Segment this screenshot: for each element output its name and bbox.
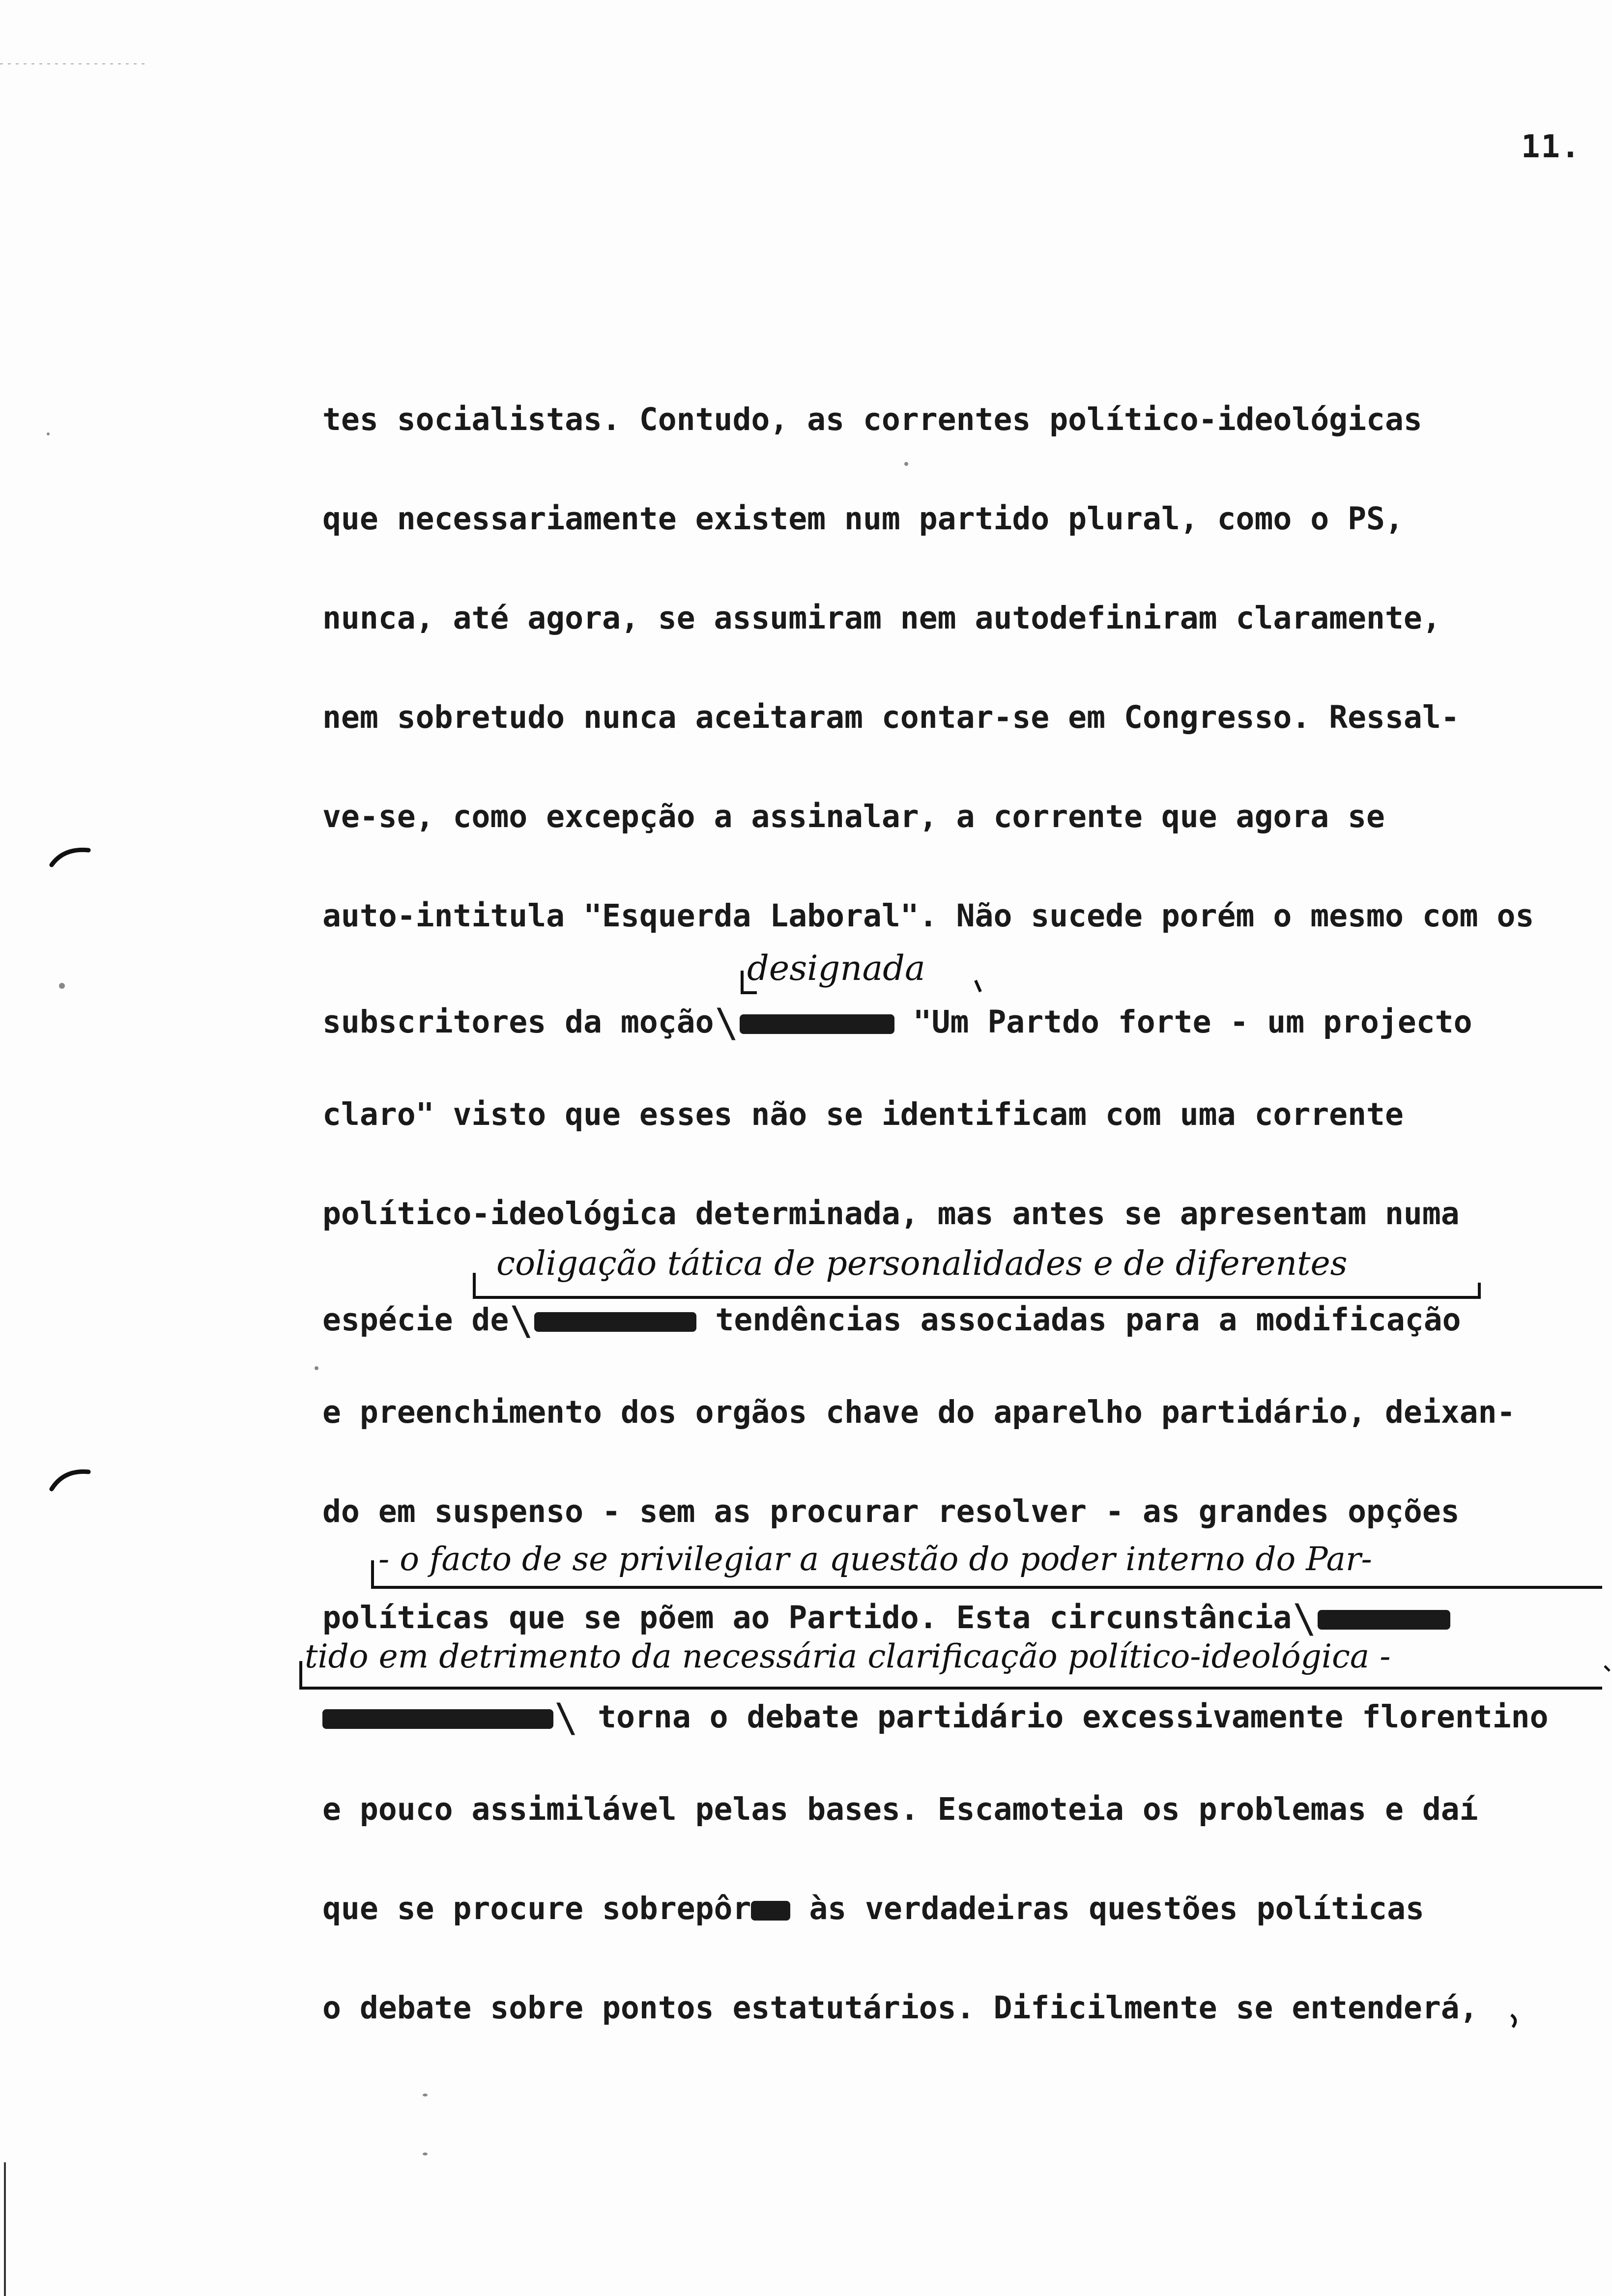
insertion-caret: \ bbox=[510, 1298, 534, 1344]
text-line-7 bbox=[322, 1000, 1472, 1046]
insert-bracket bbox=[976, 980, 980, 992]
text-line-10 bbox=[322, 1297, 1461, 1344]
text-line-7-after: "Um Partdo forte - um projecto bbox=[913, 1004, 1472, 1040]
text-line-1: tes socialistas. Contudo, as correntes político-ideológicas bbox=[322, 402, 1422, 437]
scan-speck bbox=[423, 2094, 428, 2096]
struck-out-word bbox=[534, 1312, 696, 1332]
text-line-10-before: espécie de bbox=[322, 1302, 509, 1338]
continuation-mark bbox=[1605, 1666, 1610, 1671]
text-line-9: político-ideológica determinada, mas antes se apresentam numa bbox=[322, 1196, 1460, 1232]
text-line-2: que necessariamente existem num partido plural, como o PS, bbox=[322, 501, 1404, 537]
page-number: 11. bbox=[1521, 129, 1581, 165]
handwritten-insert-designada: designada bbox=[747, 948, 925, 988]
handwritten-insert-tido: tido em detrimento da necessária clarificação político-ideológica - bbox=[305, 1637, 1391, 1675]
text-line-5: ve-se, como excepção a assinalar, a corrente que agora se bbox=[322, 799, 1385, 834]
struck-out-word bbox=[322, 1709, 553, 1729]
text-line-4: nem sobretudo nunca aceitaram contar-se em Congresso. Ressal- bbox=[322, 699, 1460, 735]
insertion-caret: \ bbox=[554, 1695, 578, 1741]
text-line-3: nunca, até agora, se assumiram nem autodefiniram claramente, bbox=[322, 600, 1441, 636]
text-line-13-before: políticas que se põem ao Partido. Esta circunstância bbox=[322, 1600, 1292, 1636]
text-line-10-after: tendências associadas para a modificação bbox=[715, 1302, 1461, 1338]
scan-speck bbox=[59, 983, 65, 989]
text-line-16 bbox=[322, 1893, 1424, 1924]
struck-out-word bbox=[751, 1901, 790, 1921]
text-line-16-after: às verdadeiras questões políticas bbox=[809, 1891, 1424, 1926]
text-line-16-before: que se procure sobrepôr bbox=[322, 1891, 751, 1926]
text-line-13 bbox=[322, 1595, 1450, 1641]
text-line-6: auto-intitula "Esquerda Laboral". Não sucede porém o mesmo com os bbox=[322, 898, 1534, 934]
text-line-14-after: torna o debate partidário excessivamente florentino bbox=[598, 1699, 1549, 1735]
insertion-caret: \ bbox=[715, 1000, 739, 1046]
scan-speck bbox=[423, 2152, 428, 2155]
scan-speck bbox=[904, 462, 908, 466]
struck-out-word bbox=[740, 1014, 894, 1034]
text-line-12: do em suspenso - sem as procurar resolver - as grandes opções bbox=[322, 1493, 1460, 1529]
text-line-8: claro" visto que esses não se identificam com uma corrente bbox=[322, 1096, 1404, 1132]
text-line-14 bbox=[322, 1694, 1549, 1741]
scan-speck bbox=[47, 432, 50, 435]
insertion-caret: \ bbox=[1293, 1596, 1317, 1641]
text-line-15: e pouco assimilável pelas bases. Escamoteia os problemas e daí bbox=[322, 1791, 1478, 1827]
text-line-11: e preenchimento dos orgãos chave do aparelho partidário, deixan- bbox=[322, 1394, 1516, 1430]
text-line-17: o debate sobre pontos estatutários. Dificilmente se entenderá, bbox=[322, 1990, 1478, 2026]
handwritten-insert-coligacao: coligação tática de personalidades e de diferentes bbox=[496, 1244, 1348, 1283]
text-line-7-before: subscritores da moção bbox=[322, 1004, 714, 1040]
scan-speck bbox=[315, 1366, 318, 1370]
struck-out-word bbox=[1318, 1610, 1450, 1630]
comma-mark bbox=[1511, 2015, 1515, 2027]
binder-mark-bottom bbox=[52, 1471, 88, 1489]
handwritten-insert-facto: - o facto de se privilegiar a questão do poder interno do Par- bbox=[378, 1540, 1372, 1578]
binder-mark-top bbox=[52, 850, 88, 865]
